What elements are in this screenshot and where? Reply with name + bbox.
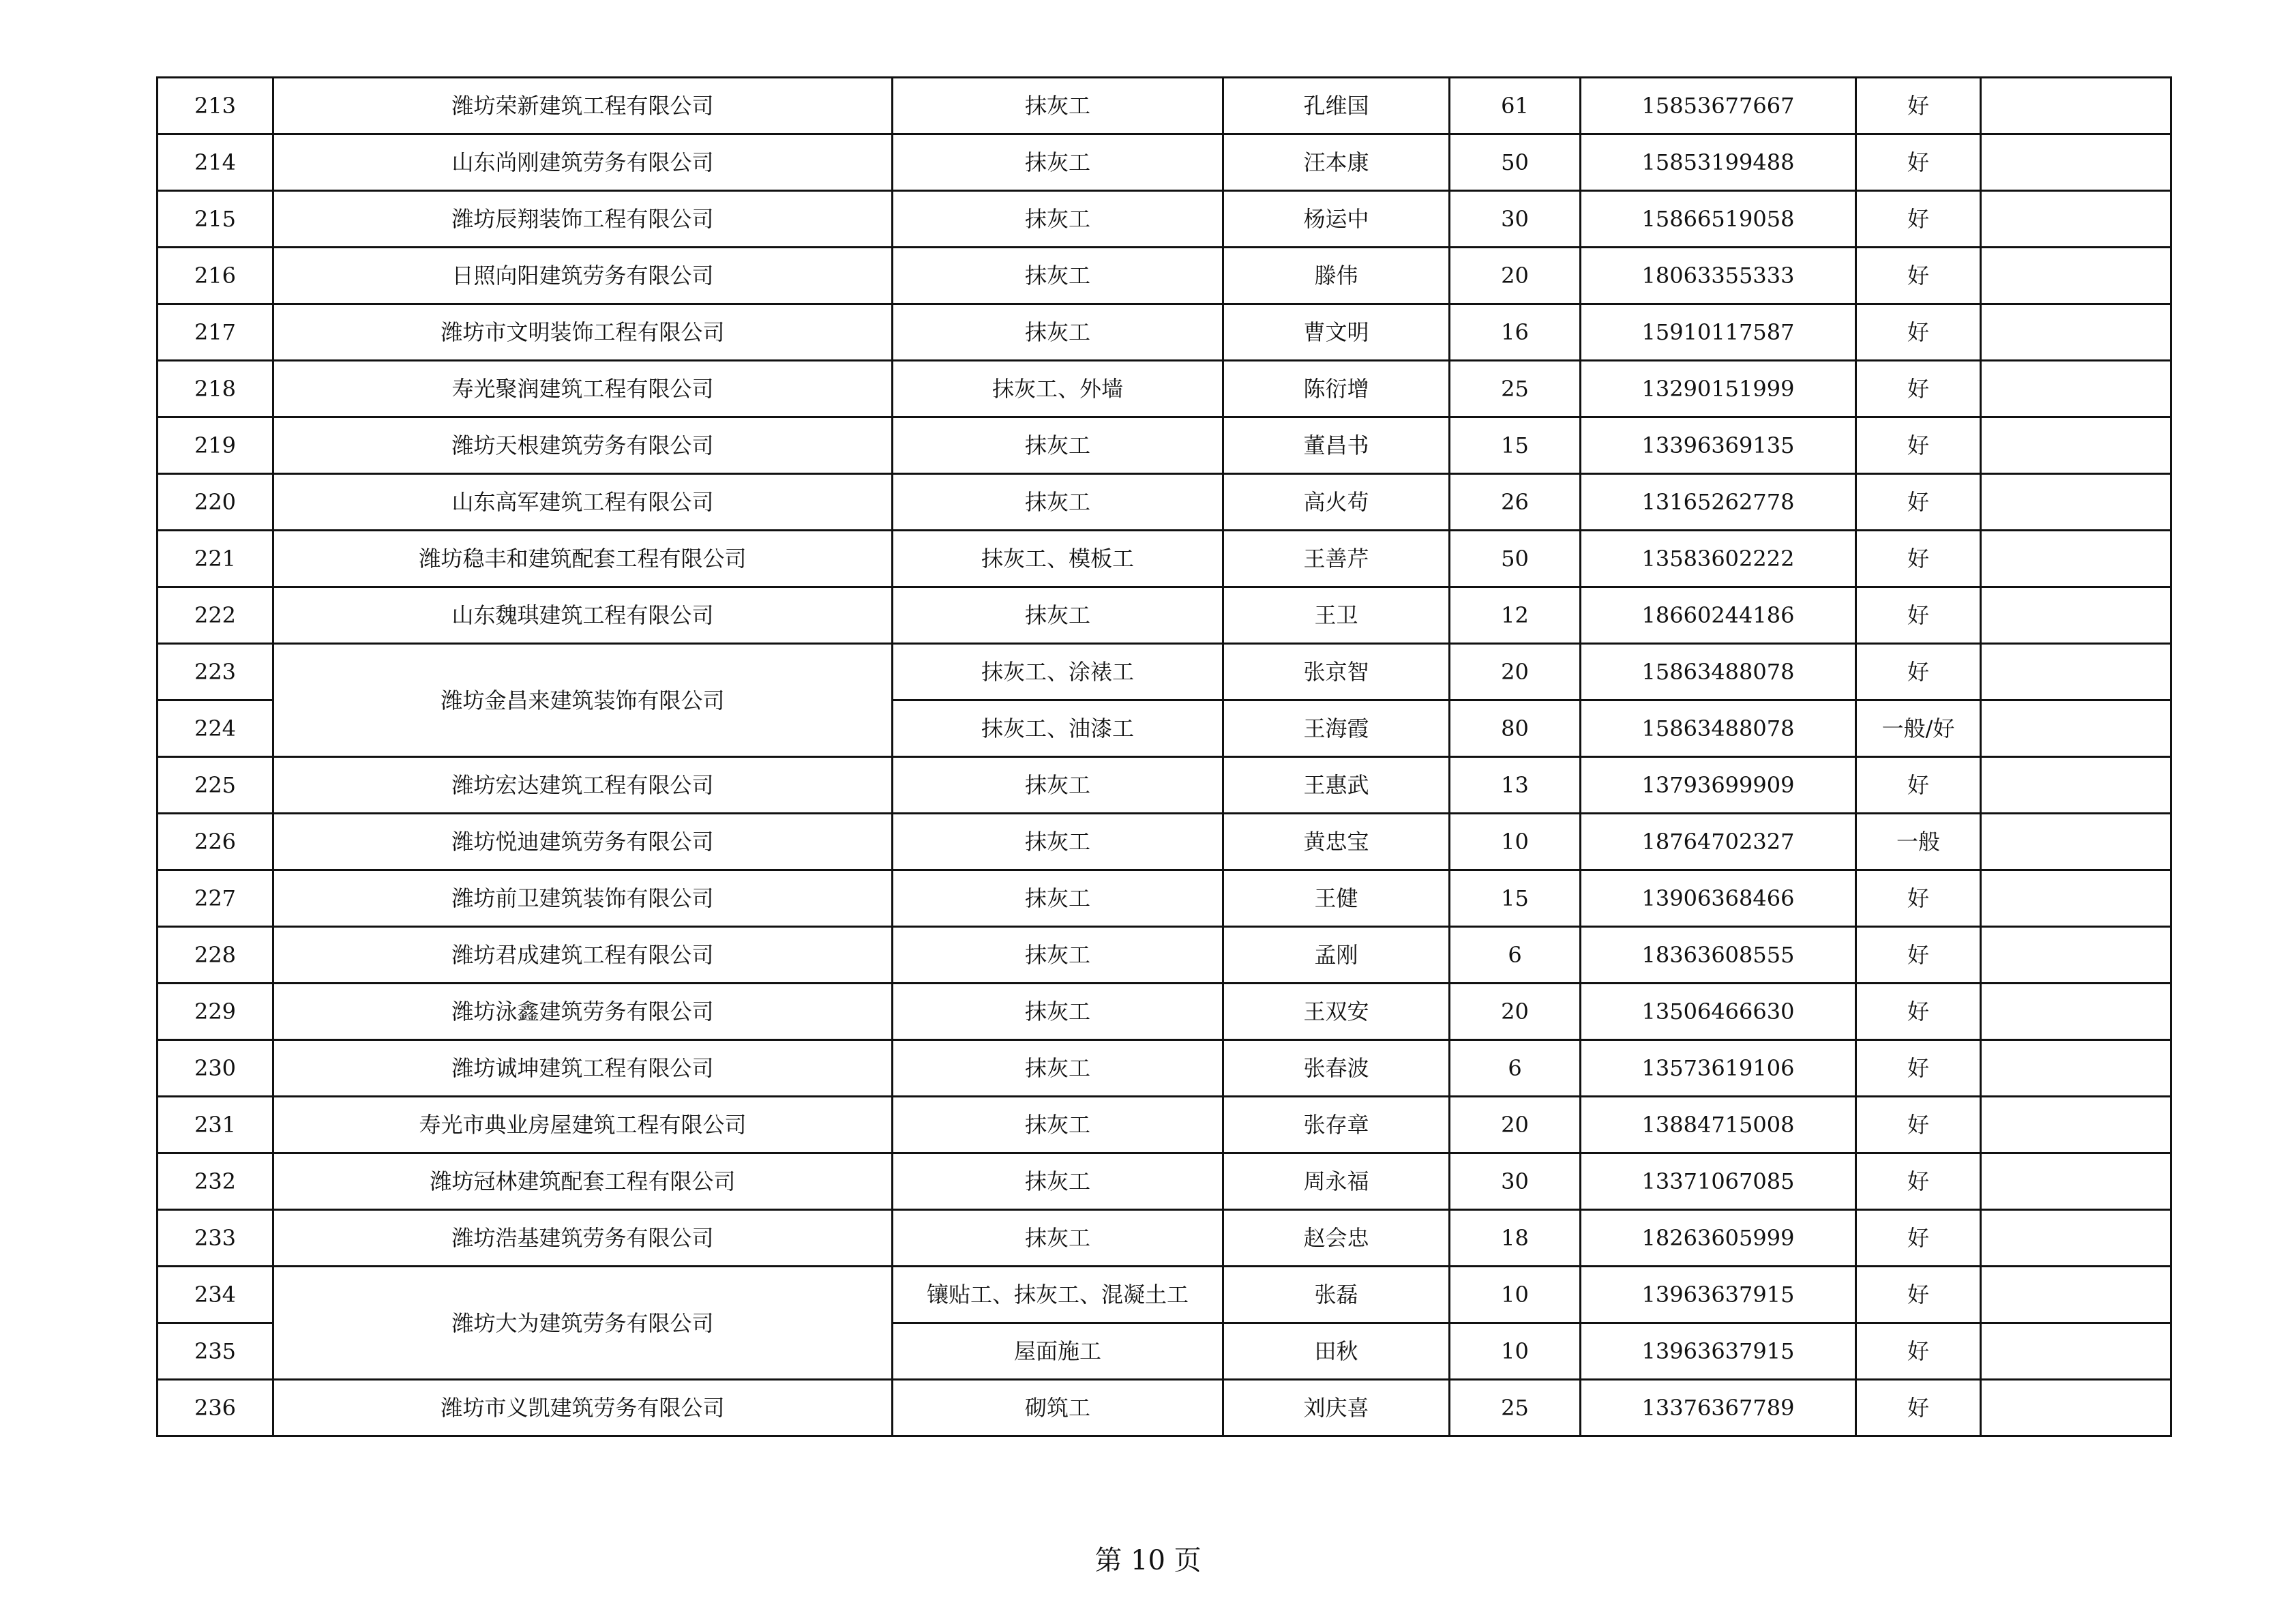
- worker-count-cell: 20: [1450, 984, 1581, 1040]
- worker-count-cell: 12: [1450, 587, 1581, 644]
- phone-cell: 15863488078: [1581, 700, 1856, 757]
- trade-cell: 抹灰工: [893, 870, 1223, 927]
- phone-cell: 15866519058: [1581, 191, 1856, 248]
- trade-cell: 抹灰工: [893, 78, 1223, 134]
- row-number-cell: 222: [158, 587, 273, 644]
- phone-cell: 13165262778: [1581, 474, 1856, 531]
- company-cell: 山东魏琪建筑工程有限公司: [273, 587, 893, 644]
- trade-cell: 抹灰工: [893, 1040, 1223, 1097]
- worker-count-cell: 25: [1450, 1380, 1581, 1436]
- contact-person-cell: 王健: [1223, 870, 1450, 927]
- phone-cell: 15853199488: [1581, 134, 1856, 191]
- worker-count-cell: 10: [1450, 814, 1581, 870]
- phone-cell: 13793699909: [1581, 757, 1856, 814]
- trade-cell: 抹灰工: [893, 1097, 1223, 1153]
- worker-count-cell: 20: [1450, 248, 1581, 304]
- table-row: [158, 1097, 2171, 1153]
- phone-cell: 15910117587: [1581, 304, 1856, 361]
- rating-cell: 一般/好: [1856, 700, 1981, 757]
- table-row: [158, 757, 2171, 814]
- trade-cell: 砌筑工: [893, 1380, 1223, 1436]
- page-number: 第 10 页: [1094, 1545, 1202, 1576]
- row-number-cell: 226: [158, 814, 273, 870]
- rating-cell: 好: [1856, 417, 1981, 474]
- trade-cell: 抹灰工、外墙: [893, 361, 1223, 417]
- table-row: [158, 644, 2171, 700]
- phone-cell: 13583602222: [1581, 531, 1856, 587]
- phone-cell: 13376367789: [1581, 1380, 1856, 1436]
- rating-cell: 好: [1856, 304, 1981, 361]
- row-number-cell: 232: [158, 1153, 273, 1210]
- trade-cell: 抹灰工: [893, 134, 1223, 191]
- note-cell: [1981, 814, 2171, 870]
- table-row: [158, 1040, 2171, 1097]
- trade-cell: 抹灰工、涂裱工: [893, 644, 1223, 700]
- contact-person-cell: 滕伟: [1223, 248, 1450, 304]
- trade-cell: 抹灰工: [893, 191, 1223, 248]
- trade-cell: 抹灰工: [893, 304, 1223, 361]
- contact-person-cell: 张存章: [1223, 1097, 1450, 1153]
- row-number-cell: 228: [158, 927, 273, 984]
- row-number-cell: 218: [158, 361, 273, 417]
- company-cell: 潍坊市文明装饰工程有限公司: [273, 304, 893, 361]
- company-cell: 潍坊悦迪建筑劳务有限公司: [273, 814, 893, 870]
- rating-cell: 好: [1856, 191, 1981, 248]
- trade-cell: 抹灰工、油漆工: [893, 700, 1223, 757]
- contact-person-cell: 董昌书: [1223, 417, 1450, 474]
- trade-cell: 抹灰工: [893, 814, 1223, 870]
- contact-person-cell: 王卫: [1223, 587, 1450, 644]
- contact-person-cell: 孔维国: [1223, 78, 1450, 134]
- row-number-cell: 216: [158, 248, 273, 304]
- worker-count-cell: 15: [1450, 417, 1581, 474]
- row-number-cell: 236: [158, 1380, 273, 1436]
- contact-person-cell: 张春波: [1223, 1040, 1450, 1097]
- trade-cell: 抹灰工: [893, 1210, 1223, 1267]
- company-cell: 潍坊前卫建筑装饰有限公司: [273, 870, 893, 927]
- rating-cell: 好: [1856, 587, 1981, 644]
- table-row: [158, 587, 2171, 644]
- contact-person-cell: 刘庆喜: [1223, 1380, 1450, 1436]
- phone-cell: 18660244186: [1581, 587, 1856, 644]
- table-row: [158, 417, 2171, 474]
- contact-person-cell: 王善芹: [1223, 531, 1450, 587]
- contact-person-cell: 汪本康: [1223, 134, 1450, 191]
- note-cell: [1981, 1323, 2171, 1380]
- row-number-cell: 219: [158, 417, 273, 474]
- company-cell: 潍坊君成建筑工程有限公司: [273, 927, 893, 984]
- phone-cell: 13963637915: [1581, 1267, 1856, 1323]
- rating-cell: 好: [1856, 248, 1981, 304]
- phone-cell: 13963637915: [1581, 1323, 1856, 1380]
- contact-person-cell: 田秋: [1223, 1323, 1450, 1380]
- rating-cell: 好: [1856, 984, 1981, 1040]
- company-cell: 潍坊冠林建筑配套工程有限公司: [273, 1153, 893, 1210]
- rating-cell: 好: [1856, 78, 1981, 134]
- company-cell: 潍坊稳丰和建筑配套工程有限公司: [273, 531, 893, 587]
- worker-count-cell: 80: [1450, 700, 1581, 757]
- worker-count-cell: 20: [1450, 644, 1581, 700]
- table-row: [158, 1267, 2171, 1323]
- trade-cell: 抹灰工: [893, 248, 1223, 304]
- company-cell: 潍坊金昌来建筑装饰有限公司: [273, 644, 893, 757]
- contractor-table: [156, 76, 2172, 1437]
- note-cell: [1981, 78, 2171, 134]
- phone-cell: 18363608555: [1581, 927, 1856, 984]
- company-cell: 寿光聚润建筑工程有限公司: [273, 361, 893, 417]
- row-number-cell: 233: [158, 1210, 273, 1267]
- note-cell: [1981, 531, 2171, 587]
- trade-cell: 抹灰工: [893, 984, 1223, 1040]
- contact-person-cell: 王海霞: [1223, 700, 1450, 757]
- note-cell: [1981, 984, 2171, 1040]
- phone-cell: 13506466630: [1581, 984, 1856, 1040]
- phone-cell: 13906368466: [1581, 870, 1856, 927]
- company-cell: 潍坊诚坤建筑工程有限公司: [273, 1040, 893, 1097]
- row-number-cell: 229: [158, 984, 273, 1040]
- note-cell: [1981, 1380, 2171, 1436]
- phone-cell: 13884715008: [1581, 1097, 1856, 1153]
- note-cell: [1981, 757, 2171, 814]
- note-cell: [1981, 700, 2171, 757]
- phone-cell: 13290151999: [1581, 361, 1856, 417]
- worker-count-cell: 16: [1450, 304, 1581, 361]
- worker-count-cell: 15: [1450, 870, 1581, 927]
- table-row: [158, 304, 2171, 361]
- contact-person-cell: 孟刚: [1223, 927, 1450, 984]
- note-cell: [1981, 1097, 2171, 1153]
- contact-person-cell: 王惠武: [1223, 757, 1450, 814]
- table-row: [158, 248, 2171, 304]
- note-cell: [1981, 644, 2171, 700]
- table-row: [158, 870, 2171, 927]
- row-number-cell: 230: [158, 1040, 273, 1097]
- table-row: [158, 531, 2171, 587]
- contact-person-cell: 黄忠宝: [1223, 814, 1450, 870]
- row-number-cell: 215: [158, 191, 273, 248]
- note-cell: [1981, 1040, 2171, 1097]
- worker-count-cell: 50: [1450, 531, 1581, 587]
- phone-cell: 18263605999: [1581, 1210, 1856, 1267]
- trade-cell: 镶贴工、抹灰工、混凝土工: [893, 1267, 1223, 1323]
- note-cell: [1981, 361, 2171, 417]
- trade-cell: 抹灰工: [893, 1153, 1223, 1210]
- worker-count-cell: 10: [1450, 1323, 1581, 1380]
- company-cell: 潍坊大为建筑劳务有限公司: [273, 1267, 893, 1380]
- rating-cell: 好: [1856, 1210, 1981, 1267]
- table-row: [158, 984, 2171, 1040]
- note-cell: [1981, 1267, 2171, 1323]
- rating-cell: 好: [1856, 531, 1981, 587]
- trade-cell: 抹灰工: [893, 757, 1223, 814]
- row-number-cell: 224: [158, 700, 273, 757]
- table-body: [158, 78, 2171, 1436]
- trade-cell: 屋面施工: [893, 1323, 1223, 1380]
- table-row: [158, 927, 2171, 984]
- row-number-cell: 225: [158, 757, 273, 814]
- rating-cell: 好: [1856, 1097, 1981, 1153]
- table-row: [158, 78, 2171, 134]
- company-cell: 潍坊荣新建筑工程有限公司: [273, 78, 893, 134]
- table-row: [158, 474, 2171, 531]
- contact-person-cell: 周永福: [1223, 1153, 1450, 1210]
- row-number-cell: 231: [158, 1097, 273, 1153]
- rating-cell: 好: [1856, 757, 1981, 814]
- worker-count-cell: 26: [1450, 474, 1581, 531]
- company-cell: 山东尚刚建筑劳务有限公司: [273, 134, 893, 191]
- row-number-cell: 217: [158, 304, 273, 361]
- contact-person-cell: 赵会忠: [1223, 1210, 1450, 1267]
- table-row: [158, 1210, 2171, 1267]
- worker-count-cell: 13: [1450, 757, 1581, 814]
- table-row: [158, 814, 2171, 870]
- worker-count-cell: 18: [1450, 1210, 1581, 1267]
- note-cell: [1981, 1210, 2171, 1267]
- phone-cell: 18764702327: [1581, 814, 1856, 870]
- rating-cell: 好: [1856, 1267, 1981, 1323]
- row-number-cell: 221: [158, 531, 273, 587]
- table-row: [158, 191, 2171, 248]
- rating-cell: 好: [1856, 134, 1981, 191]
- rating-cell: 好: [1856, 1153, 1981, 1210]
- company-cell: 潍坊辰翔装饰工程有限公司: [273, 191, 893, 248]
- worker-count-cell: 61: [1450, 78, 1581, 134]
- note-cell: [1981, 587, 2171, 644]
- contact-person-cell: 杨运中: [1223, 191, 1450, 248]
- worker-count-cell: 50: [1450, 134, 1581, 191]
- trade-cell: 抹灰工: [893, 927, 1223, 984]
- rating-cell: 好: [1856, 474, 1981, 531]
- phone-cell: 18063355333: [1581, 248, 1856, 304]
- rating-cell: 好: [1856, 1040, 1981, 1097]
- rating-cell: 好: [1856, 1323, 1981, 1380]
- table-row: [158, 134, 2171, 191]
- worker-count-cell: 6: [1450, 1040, 1581, 1097]
- trade-cell: 抹灰工、模板工: [893, 531, 1223, 587]
- contact-person-cell: 高火苟: [1223, 474, 1450, 531]
- company-cell: 山东高军建筑工程有限公司: [273, 474, 893, 531]
- table-row: [158, 361, 2171, 417]
- company-cell: 寿光市典业房屋建筑工程有限公司: [273, 1097, 893, 1153]
- note-cell: [1981, 417, 2171, 474]
- rating-cell: 好: [1856, 870, 1981, 927]
- rating-cell: 好: [1856, 927, 1981, 984]
- worker-count-cell: 10: [1450, 1267, 1581, 1323]
- note-cell: [1981, 927, 2171, 984]
- contact-person-cell: 陈衍增: [1223, 361, 1450, 417]
- phone-cell: 13573619106: [1581, 1040, 1856, 1097]
- phone-cell: 13371067085: [1581, 1153, 1856, 1210]
- note-cell: [1981, 248, 2171, 304]
- worker-count-cell: 6: [1450, 927, 1581, 984]
- company-cell: 潍坊浩基建筑劳务有限公司: [273, 1210, 893, 1267]
- contact-person-cell: 张磊: [1223, 1267, 1450, 1323]
- rating-cell: 好: [1856, 644, 1981, 700]
- note-cell: [1981, 474, 2171, 531]
- worker-count-cell: 20: [1450, 1097, 1581, 1153]
- worker-count-cell: 25: [1450, 361, 1581, 417]
- contact-person-cell: 张京智: [1223, 644, 1450, 700]
- company-cell: 日照向阳建筑劳务有限公司: [273, 248, 893, 304]
- company-cell: 潍坊市义凯建筑劳务有限公司: [273, 1380, 893, 1436]
- trade-cell: 抹灰工: [893, 417, 1223, 474]
- trade-cell: 抹灰工: [893, 474, 1223, 531]
- table-row: [158, 1380, 2171, 1436]
- note-cell: [1981, 191, 2171, 248]
- row-number-cell: 227: [158, 870, 273, 927]
- row-number-cell: 214: [158, 134, 273, 191]
- phone-cell: 15853677667: [1581, 78, 1856, 134]
- row-number-cell: 223: [158, 644, 273, 700]
- rating-cell: 好: [1856, 1380, 1981, 1436]
- trade-cell: 抹灰工: [893, 587, 1223, 644]
- note-cell: [1981, 134, 2171, 191]
- rating-cell: 一般: [1856, 814, 1981, 870]
- company-cell: 潍坊天根建筑劳务有限公司: [273, 417, 893, 474]
- note-cell: [1981, 304, 2171, 361]
- note-cell: [1981, 870, 2171, 927]
- company-cell: 潍坊泳鑫建筑劳务有限公司: [273, 984, 893, 1040]
- worker-count-cell: 30: [1450, 191, 1581, 248]
- phone-cell: 13396369135: [1581, 417, 1856, 474]
- note-cell: [1981, 1153, 2171, 1210]
- company-cell: 潍坊宏达建筑工程有限公司: [273, 757, 893, 814]
- table-row: [158, 1153, 2171, 1210]
- row-number-cell: 235: [158, 1323, 273, 1380]
- worker-count-cell: 30: [1450, 1153, 1581, 1210]
- contact-person-cell: 曹文明: [1223, 304, 1450, 361]
- contact-person-cell: 王双安: [1223, 984, 1450, 1040]
- phone-cell: 15863488078: [1581, 644, 1856, 700]
- row-number-cell: 220: [158, 474, 273, 531]
- row-number-cell: 234: [158, 1267, 273, 1323]
- row-number-cell: 213: [158, 78, 273, 134]
- rating-cell: 好: [1856, 361, 1981, 417]
